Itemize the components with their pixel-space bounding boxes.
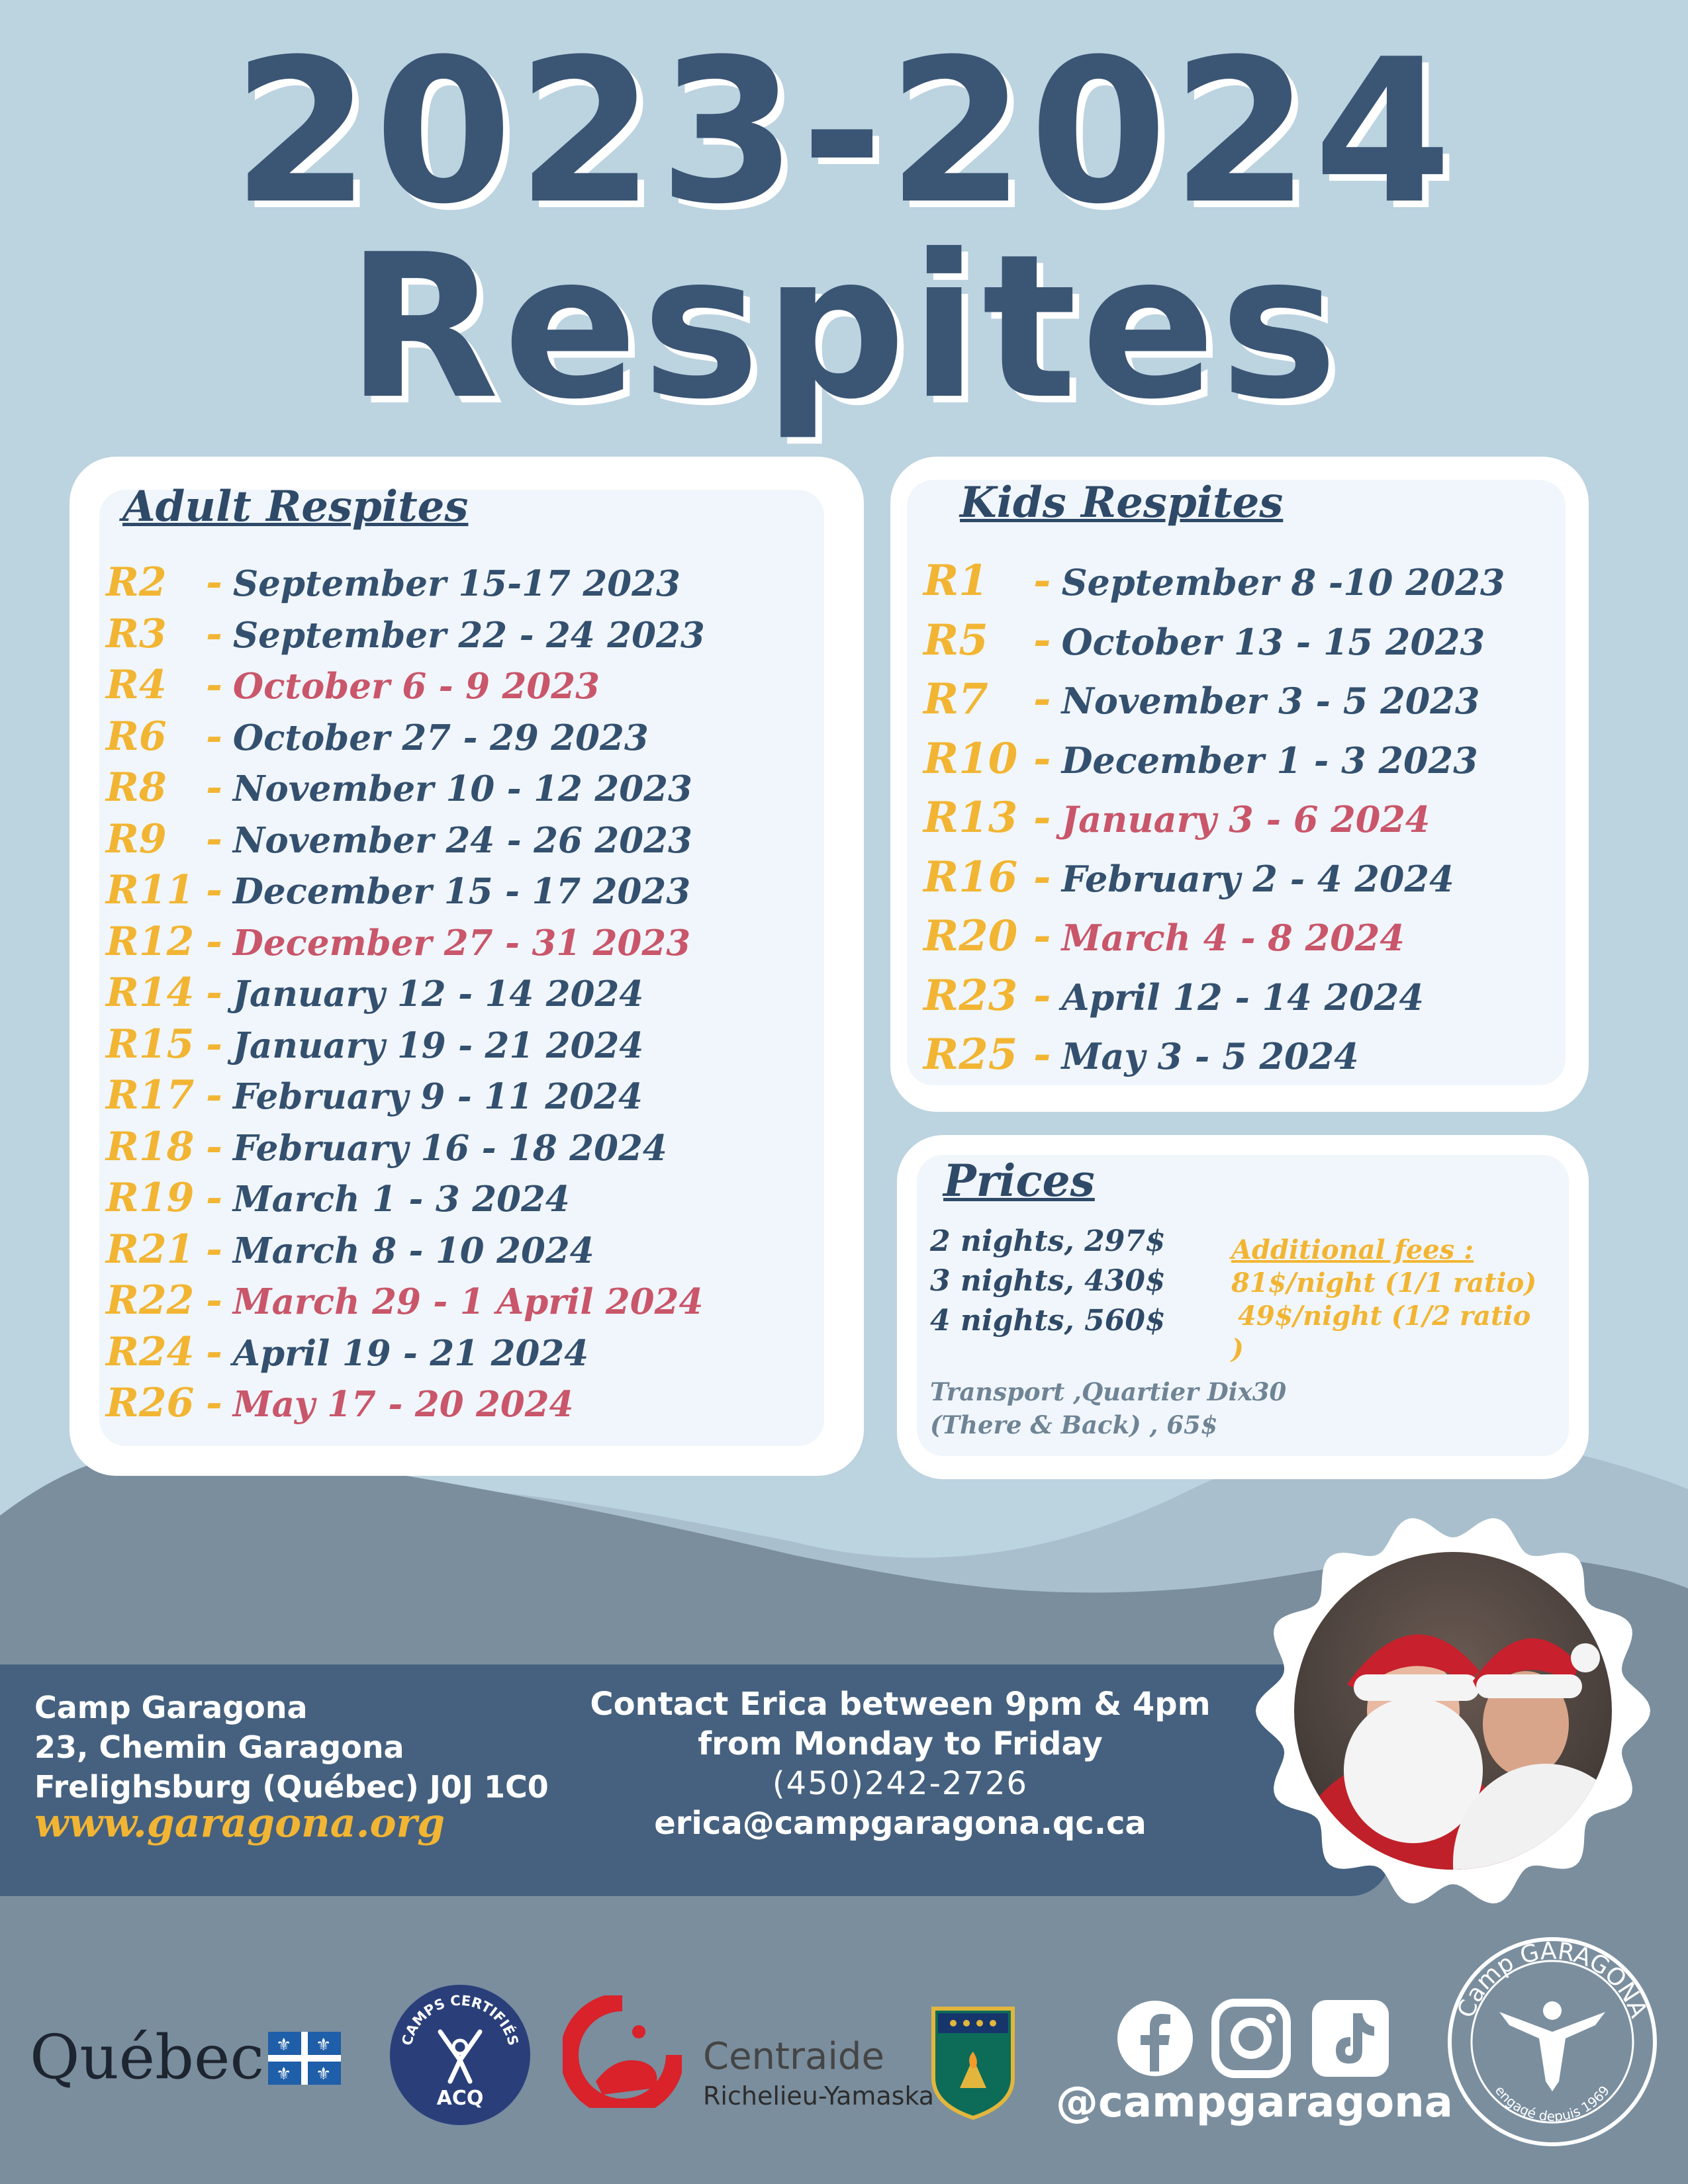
respite-row [923, 793, 1430, 842]
respite-dash: - [206, 815, 222, 862]
respite-code: R2 [106, 559, 167, 606]
respite-dash: - [206, 662, 222, 708]
social-handle[interactable]: @campgaragona [1056, 2078, 1453, 2127]
respite-code: R1 [923, 556, 988, 606]
fee-1-2-ratio-close: ) [1231, 1334, 1244, 1365]
respite-code: R17 [106, 1072, 195, 1118]
title-respites: Respites [346, 212, 1342, 443]
price-4-nights: 4 nights, 560$ [930, 1304, 1166, 1338]
respite-row [106, 919, 690, 965]
respite-date: January 12 - 14 2024 [232, 974, 644, 1015]
instagram-icon[interactable] [1211, 1999, 1291, 2078]
respite-date: October 6 - 9 2023 [232, 666, 600, 707]
respite-dash: - [206, 764, 222, 811]
respite-dash: - [206, 918, 222, 965]
respite-date: September 22 - 24 2023 [232, 614, 705, 656]
transport-line-1: Transport ,Quartier Dix30 [930, 1377, 1287, 1406]
respite-code: R5 [923, 615, 988, 665]
respite-date: March 8 - 10 2024 [232, 1230, 594, 1271]
respite-code: R7 [923, 674, 988, 724]
respite-row [923, 852, 1454, 902]
respite-code: R3 [106, 610, 167, 657]
respite-row [923, 1030, 1359, 1079]
respite-date: September 8 -10 2023 [1061, 561, 1505, 604]
centraide-region: Richelieu-Yamaska [703, 2081, 935, 2111]
respite-row [106, 1277, 703, 1324]
respite-row [106, 662, 600, 708]
svg-text:⚜: ⚜ [316, 2035, 332, 2055]
respite-row [106, 764, 692, 811]
svg-text:⚜: ⚜ [276, 2064, 292, 2084]
email-address[interactable]: erica@campgaragona.qc.ca [654, 1805, 1147, 1842]
respite-row [106, 816, 692, 862]
respite-dash: - [206, 1123, 222, 1170]
respite-dash: - [1033, 733, 1051, 784]
respite-date: January 19 - 21 2024 [232, 1024, 644, 1066]
respite-code: R21 [106, 1226, 195, 1273]
fee-1-2-ratio: 49$/night (1/2 ratio [1238, 1300, 1531, 1332]
respite-code: R11 [106, 867, 195, 913]
respite-code: R15 [106, 1021, 195, 1068]
title-year: 2023-2024 [232, 17, 1456, 248]
respite-date: March 1 - 3 2024 [232, 1179, 570, 1220]
respite-code: R9 [106, 815, 167, 862]
fee-1-1-ratio: 81$/night (1/1 ratio) [1231, 1267, 1537, 1298]
kids-respites-heading: Kids Respites [960, 478, 1284, 527]
respite-dash: - [206, 1380, 222, 1426]
respite-dash: - [206, 610, 222, 657]
respite-dash: - [206, 1021, 222, 1068]
respite-row [923, 734, 1478, 784]
svg-text:⚜: ⚜ [316, 2064, 332, 2084]
respite-code: R12 [106, 918, 195, 965]
logo-top-text: Camp GARAGONA [1452, 1937, 1652, 2022]
respite-date: February 16 - 18 2024 [232, 1127, 667, 1169]
respite-dash: - [1033, 556, 1051, 606]
respite-code: R14 [106, 970, 195, 1016]
respite-date: November 24 - 26 2023 [232, 819, 692, 861]
respite-date: December 15 - 17 2023 [232, 871, 691, 912]
respite-dash: - [206, 1072, 222, 1118]
adult-respites-heading: Adult Respites [122, 482, 469, 531]
respite-date: December 27 - 31 2023 [232, 922, 691, 964]
respite-code: R6 [106, 713, 167, 760]
respite-dash: - [206, 713, 222, 760]
address-line-1: 23, Chemin Garagona [34, 1729, 404, 1765]
respite-date: September 15-17 2023 [232, 563, 680, 604]
santa-photo [1248, 1506, 1658, 1916]
respite-code: R16 [923, 852, 1018, 902]
acq-badge-bottom: ACQ [436, 2087, 484, 2110]
prices-heading: Prices [943, 1155, 1095, 1206]
respite-date: February 2 - 4 2024 [1061, 857, 1454, 900]
respite-row [106, 559, 680, 606]
camp-garagona-logo [1443, 1933, 1662, 2151]
respite-row [923, 971, 1424, 1021]
centraide-hand-icon [563, 1995, 682, 2108]
respite-code: R18 [106, 1123, 195, 1170]
address-line-2: Frelighsburg (Québec) J0J 1C0 [34, 1769, 549, 1805]
respite-code: R19 [106, 1175, 195, 1221]
acq-badge-top: CAMPS CERTIFIÉS [399, 1992, 522, 2048]
respite-code: R13 [923, 793, 1018, 842]
respite-dash: - [1033, 615, 1051, 665]
respite-code: R8 [106, 764, 167, 811]
respite-date: November 10 - 12 2023 [232, 768, 692, 809]
respite-date: March 4 - 8 2024 [1061, 917, 1405, 959]
respite-row [106, 1380, 574, 1426]
respite-row [106, 1226, 594, 1273]
respite-row [923, 911, 1405, 961]
respite-dash: - [1033, 970, 1051, 1021]
respite-row [106, 1175, 570, 1221]
respite-dash: - [1033, 1030, 1051, 1079]
respite-row [923, 674, 1479, 724]
respite-row [106, 611, 705, 657]
respite-code: R25 [923, 1030, 1018, 1079]
centraide-name: Centraide [703, 2035, 884, 2078]
svg-text:⚜: ⚜ [276, 2035, 292, 2055]
respite-code: R22 [106, 1277, 195, 1324]
logo-bottom-text: engagé depuis 1969 [1491, 2082, 1613, 2124]
phone-number[interactable]: (450)242-2726 [772, 1765, 1029, 1802]
contact-line-1: Contact Erica between 9pm & 4pm [590, 1686, 1211, 1723]
respite-row [106, 713, 649, 760]
respite-date: May 3 - 5 2024 [1061, 1035, 1359, 1077]
price-2-nights: 2 nights, 297$ [930, 1224, 1166, 1258]
respite-date: April 19 - 21 2024 [232, 1332, 589, 1374]
respite-code: R24 [106, 1328, 195, 1375]
respite-code: R26 [106, 1380, 195, 1426]
respite-row [106, 1072, 643, 1118]
respite-row [923, 556, 1505, 606]
crest-icon [930, 2005, 1016, 2121]
respite-dash: - [206, 1328, 222, 1375]
respite-row [923, 615, 1485, 665]
respite-dash: - [1033, 674, 1051, 724]
respite-row [106, 867, 690, 913]
respite-row [106, 1124, 667, 1170]
respite-date: April 12 - 14 2024 [1061, 976, 1424, 1019]
respite-date: February 9 - 11 2024 [232, 1076, 643, 1117]
acq-badge-icon [387, 1982, 533, 2128]
respite-dash: - [1033, 911, 1051, 961]
respite-code: R4 [106, 662, 167, 708]
additional-fees-title: Additional fees : [1231, 1234, 1474, 1265]
respite-date: May 17 - 20 2024 [232, 1384, 574, 1425]
respite-date: January 3 - 6 2024 [1061, 798, 1430, 841]
respite-dash: - [206, 1175, 222, 1221]
respite-dash: - [206, 970, 222, 1016]
respite-date: October 27 - 29 2023 [232, 717, 649, 758]
respite-row [106, 970, 643, 1016]
website-link[interactable]: www.garagona.org [34, 1800, 445, 1846]
respite-code: R10 [923, 733, 1018, 784]
quebec-logo-text: Québec [30, 2022, 264, 2093]
quebec-flag-icon [268, 2032, 341, 2085]
transport-line-2: (There & Back) , 65$ [930, 1410, 1218, 1439]
contact-line-2: from Monday to Friday [698, 1725, 1103, 1762]
respite-dash: - [206, 867, 222, 913]
respite-dash: - [1033, 852, 1051, 902]
respite-code: R20 [923, 911, 1018, 961]
respite-dash: - [1033, 793, 1051, 842]
respite-date: December 1 - 3 2023 [1061, 739, 1478, 782]
respite-code: R23 [923, 970, 1018, 1021]
thunderbird-icon [1499, 2001, 1605, 2091]
facebook-icon[interactable] [1115, 1999, 1195, 2078]
tiktok-icon[interactable] [1311, 1999, 1390, 2078]
camp-name: Camp Garagona [34, 1690, 308, 1725]
respite-dash: - [206, 1226, 222, 1273]
respite-date: November 3 - 5 2023 [1061, 680, 1480, 722]
respite-row [106, 1329, 588, 1375]
respite-dash: - [206, 1277, 222, 1324]
respite-row [106, 1021, 643, 1068]
respite-dash: - [206, 559, 222, 606]
respite-date: October 13 - 15 2023 [1061, 620, 1485, 663]
price-3-nights: 3 nights, 430$ [930, 1264, 1166, 1298]
respite-date: March 29 - 1 April 2024 [232, 1281, 704, 1322]
